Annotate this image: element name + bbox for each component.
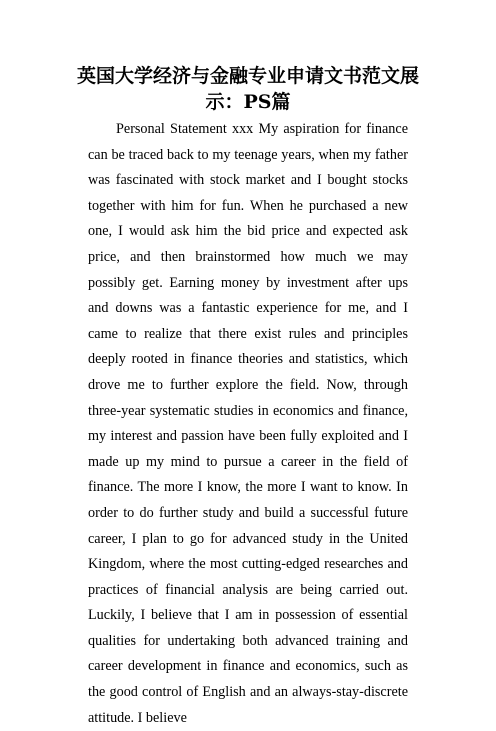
document-title-line-1: 英国大学经济与金融专业申请文书范文展 — [76, 65, 419, 87]
personal-statement-paragraph: Personal Statement xxx My aspiration for finance can be traced back to my teenage years, when my father was fascinated with stock market and I bought stocks together with him for fun. When he purchased a new one, I would ask him the bid price and expected ask price, and then brainstormed how much we may possibly get. Earning money by investment after ups and downs was a fantastic experience for me, and I came to realize that there exist rules and principles deeply rooted in finance theories and statistics, which drove me to further explore the field. Now, through three-year systematic studies in economics and finance, my interest and passion have been fully exploited and I made up my mind to pursue a career in the field of finance. The more I know, the more I want to know. In order to do further study and build a successful future career, I plan to go for advanced study in the United Kingdom, where the most cutting-edged researches and practices of financial analysis are being carried out. Luckily, I believe that I am in possession of essential qualities for undertaking both advanced training and career development in finance and economics, such as the good control of English and an always-stay-discrete attitude. I believe — [88, 121, 408, 726]
document-title-line-2: 示：PS篇 — [205, 91, 291, 113]
